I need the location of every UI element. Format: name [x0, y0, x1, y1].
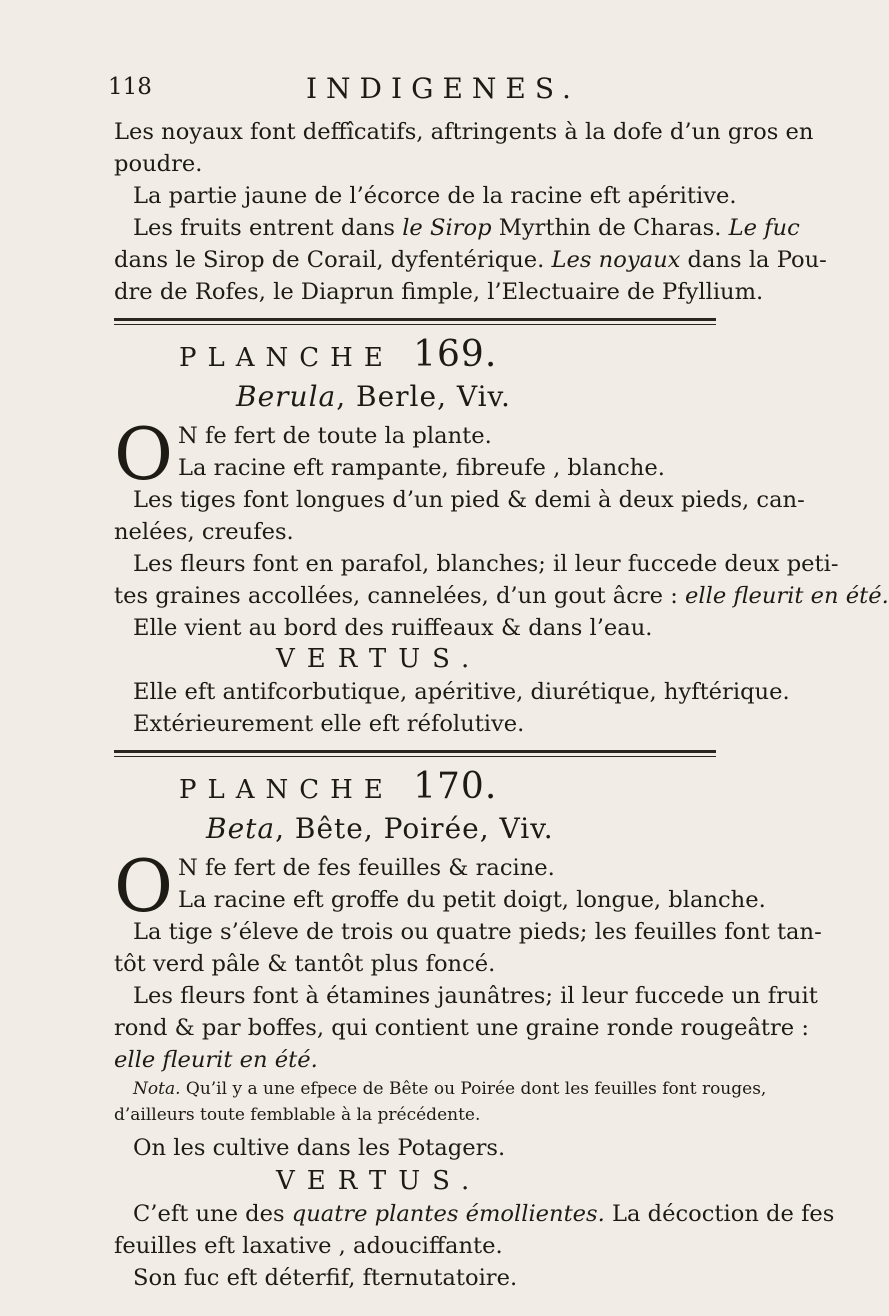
page-header [108, 72, 708, 108]
nota-line: d’ailleurs toute femblable à la précédente. [114, 1105, 481, 1125]
text-line: La partie jaune de l’écorce de la racine eft apéritive. [133, 183, 737, 209]
section-rule [114, 750, 716, 753]
page-number: 118 [108, 74, 152, 100]
planche-number: 170. [413, 766, 498, 807]
plant-name [206, 812, 554, 845]
drop-cap: O [114, 844, 174, 928]
text-line: On les cultive dans les Potagers. [133, 1135, 506, 1161]
text-line: poudre. [114, 151, 203, 177]
vertus-heading: VERTUS. [276, 644, 482, 674]
text-span: tes graines accollées, cannelées, d’un gout âcre : [114, 583, 686, 609]
text-line: feuilles eft laxative , adouciffante. [114, 1233, 503, 1259]
text-line: nelées, creufes. [114, 519, 294, 545]
text-line: La tige s’éleve de trois ou quatre pieds; les feuilles font tan- [133, 919, 822, 945]
nota-line [133, 1076, 767, 1102]
text-line [133, 1198, 835, 1230]
text-span: dans la Pou- [680, 247, 827, 273]
text-span: La décoction de fes [604, 1201, 835, 1227]
text-line [133, 212, 800, 244]
running-head: INDIGENES. [306, 72, 580, 105]
italic-span: Les noyaux [551, 247, 681, 273]
text-line: Les fleurs font à étamines jaunâtres; il leur fuccede un fruit [133, 983, 818, 1009]
text-line: La racine eft groffe du petit doigt, longue, blanche. [178, 887, 766, 913]
plant-name [236, 380, 511, 413]
latin-name: Berula [236, 380, 337, 413]
section-rule-thin [114, 324, 716, 325]
planche-label: PLANCHE [179, 775, 394, 805]
text-line: dre de Rofes, le Diaprun fimple, l’Electuaire de Pfyllium. [114, 279, 764, 305]
text-line: La racine eft rampante, fibreufe , blanche. [178, 455, 665, 481]
text-span: Qu’il y a une efpece de Bête ou Poirée dont les feuilles font rouges, [180, 1079, 767, 1099]
common-names: , Berle, Viv. [336, 380, 511, 413]
italic-span: Le fuc [728, 215, 800, 241]
planche-heading [179, 766, 497, 807]
text-line: Son fuc eft déterfif, fternutatoire. [133, 1265, 518, 1291]
text-line: N fe fert de fes feuilles & racine. [178, 855, 555, 881]
text-span: Myrthin de Charas. [491, 215, 729, 241]
text-line: Les tiges font longues d’un pied & demi à deux pieds, can- [133, 487, 805, 513]
italic-span: elle fleurit en été. [685, 583, 889, 609]
text-line: Les fleurs font en parafol, blanches; il leur fuccede deux peti- [133, 551, 839, 577]
section-rule-thin [114, 756, 716, 757]
text-line: Elle vient au bord des ruiffeaux & dans l’eau. [133, 615, 653, 641]
drop-cap: O [114, 412, 174, 496]
text-line [114, 244, 827, 276]
text-line: rond & par boffes, qui contient une graine ronde rougeâtre : [114, 1015, 809, 1041]
vertus-heading: VERTUS. [276, 1166, 482, 1196]
latin-name: Beta [206, 812, 276, 845]
section-rule [114, 318, 716, 321]
text-line: Extérieurement elle eft réfolutive. [133, 711, 525, 737]
text-line: N fe fert de toute la plante. [178, 423, 492, 449]
nota-label: Nota. [133, 1079, 181, 1099]
italic-span: quatre plantes émollientes. [291, 1201, 605, 1227]
text-span: Les fruits entrent dans [133, 215, 403, 241]
text-line: elle fleurit en été. [114, 1047, 318, 1073]
planche-number: 169. [413, 334, 498, 375]
text-span: dans le Sirop de Corail, dyfentérique. [114, 247, 552, 273]
planche-label: PLANCHE [179, 343, 394, 373]
planche-heading [179, 334, 497, 375]
text-span: C’eft une des [133, 1201, 292, 1227]
text-line [114, 580, 889, 612]
text-line: tôt verd pâle & tantôt plus foncé. [114, 951, 496, 977]
common-names: , Bête, Poirée, Viv. [275, 812, 554, 845]
text-line: Les noyaux font deffîcatifs, aftringents à la dofe d’un gros en [114, 119, 814, 145]
italic-span: le Sirop [402, 215, 492, 241]
text-line: Elle eft antifcorbutique, apéritive, diurétique, hyftérique. [133, 679, 790, 705]
